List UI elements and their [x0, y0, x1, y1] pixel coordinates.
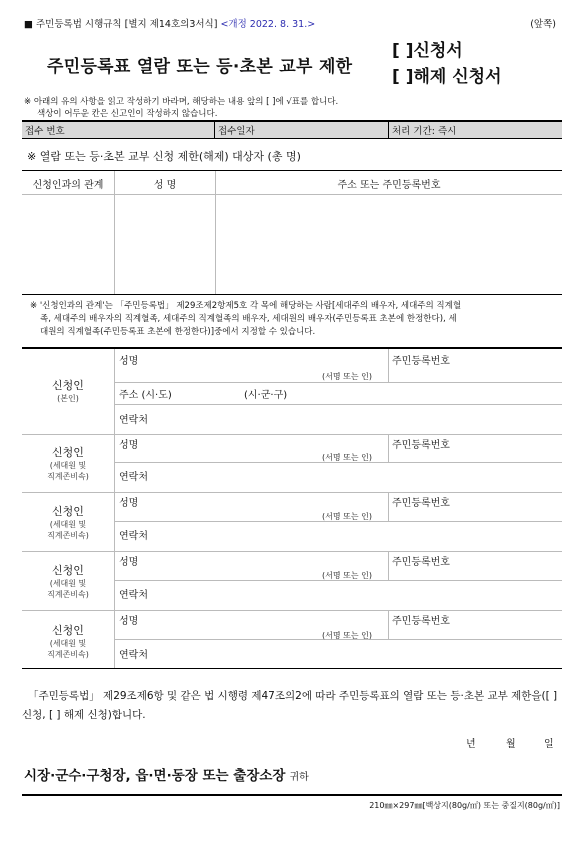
applicant-1-address-district: (시·군·구) [244, 390, 288, 401]
target-relation-field[interactable] [23, 195, 113, 293]
col-relation: 신청인과의 관계 [32, 180, 104, 191]
applicant-1-name-field[interactable] [140, 352, 320, 368]
date-year[interactable]: 년 [466, 739, 476, 750]
divider [114, 382, 562, 383]
applicant-1-contact-label: 연락처 [119, 415, 148, 426]
bottom-rule [22, 794, 562, 796]
declaration-text: 「주민등록법」 제29조제6항 및 같은 법 시행령 제47조의2에 따라 주민등록표의 열람 또는 등·초본 교부 제한을([ ]신청, [ ] 해제 신청)합니다. [22, 690, 558, 721]
applicant-3-signature[interactable]: (서명 또는 인) [322, 512, 372, 521]
applicant-4-type-1: (세대원 및 [49, 579, 87, 588]
divider [22, 170, 562, 171]
applicant-3-name-label: 성명 [119, 498, 139, 509]
relation-note [30, 300, 560, 339]
applicant-4-contact-label: 연락처 [119, 590, 148, 601]
applicant-4-name-label: 성명 [119, 557, 139, 568]
instructions [24, 96, 338, 120]
divider [22, 610, 562, 611]
page-side: (앞쪽) [530, 19, 556, 30]
col-address: 주소 또는 주민등록번호 [337, 180, 441, 191]
divider [22, 138, 562, 139]
divider [22, 492, 562, 493]
recipient-suffix: 귀하 [289, 772, 309, 783]
receipt-date-label: 접수일자 [218, 126, 255, 137]
recipient [24, 764, 309, 784]
option-application-checkbox[interactable]: [ ]신청서 [392, 41, 463, 61]
divider [388, 551, 389, 580]
top-rule [22, 120, 562, 122]
applicant-2-type-1: (세대원 및 [49, 461, 87, 470]
option-cancel-checkbox[interactable]: [ ]해제 신청서 [392, 67, 502, 87]
applicant-1-signature[interactable]: (서명 또는 인) [322, 372, 372, 381]
applicant-3-contact-label: 연락처 [119, 531, 148, 542]
applicant-3-label [22, 503, 114, 541]
applicant-4-title: 신청인 [52, 564, 84, 577]
relation-note-line-1: ※ '신청인과의 관계'는 「주민등록법」 제29조제2항제5호 각 목에 해당하는 사람[세대주의 배우자, 세대주의 직계혈 [30, 301, 462, 311]
applicant-5-name-label: 성명 [119, 616, 139, 627]
applicant-5-rrn-label: 주민등록번호 [392, 616, 450, 627]
target-heading: ※ 열람 또는 등·초본 교부 신청 제한(해제) 대상자 (총 명) [27, 150, 301, 163]
applicant-2-name-label: 성명 [119, 440, 139, 451]
law-reference: ■ 주민등록법 시행규칙 [별지 제14호의3서식] [24, 19, 218, 30]
divider [388, 349, 389, 382]
processing-period: 처리 기간: 즉시 [392, 126, 457, 137]
top-rule [22, 347, 562, 349]
relation-note-line-2: 족, 세대주의 배우자의 직계혈족, 세대주의 직계혈족의 배우자, 세대원의 배우자(주민등록표 초본에 한정한다), 세 [40, 314, 457, 324]
applicant-4-rrn-label: 주민등록번호 [392, 557, 450, 568]
revision-date: <개정 2022. 8. 31.> [220, 19, 316, 30]
applicant-5-title: 신청인 [52, 624, 84, 637]
applicant-1-title: 신청인 [52, 379, 84, 392]
divider [388, 492, 389, 521]
paper-spec: 210㎜×297㎜[백상지(80g/㎡) 또는 중질지(80g/㎡)] [369, 801, 560, 810]
applicant-5-signature[interactable]: (서명 또는 인) [322, 631, 372, 640]
applicant-1-label [22, 377, 114, 404]
divider [114, 349, 115, 669]
divider [114, 404, 562, 405]
receipt-number-label: 접수 번호 [25, 126, 65, 137]
applicant-1-type: (본인) [57, 394, 79, 403]
applicant-5-type-2: 직계존비속) [47, 650, 89, 659]
divider [22, 294, 562, 295]
instruction-line-2: 색상이 어두운 칸은 신고인이 작성하지 않습니다. [37, 109, 218, 119]
divider [214, 121, 215, 138]
form-title: 주민등록표 열람 또는 등·초본 교부 제한 [47, 57, 353, 77]
relation-note-line-3: 대원의 직계혈족(주민등록표 초본에 한정한다)]중에서 지정할 수 있습니다. [40, 327, 316, 337]
applicant-5-contact-label: 연락처 [119, 650, 148, 661]
divider [22, 434, 562, 435]
divider [388, 434, 389, 462]
date-day[interactable]: 일 [544, 739, 554, 750]
applicant-2-signature[interactable]: (서명 또는 인) [322, 453, 372, 462]
form-reference [24, 16, 315, 30]
applicant-4-signature[interactable]: (서명 또는 인) [322, 571, 372, 580]
applicant-3-title: 신청인 [52, 505, 84, 518]
divider [22, 551, 562, 552]
applicant-5-label [22, 622, 114, 660]
divider [388, 121, 389, 138]
instruction-line-1: ※ 아래의 유의 사항을 읽고 작성하기 바라며, 해당하는 내용 앞의 [ ]에 √표를 합니다. [24, 97, 339, 107]
applicant-2-title: 신청인 [52, 446, 84, 459]
applicant-2-label [22, 444, 114, 482]
recipient-title: 시장·군수·구청장, 읍·면·동장 또는 출장소장 [24, 768, 286, 784]
col-name: 성 명 [153, 180, 177, 191]
applicant-2-rrn-label: 주민등록번호 [392, 440, 450, 451]
applicant-2-contact-label: 연락처 [119, 472, 148, 483]
target-name-field[interactable] [115, 195, 214, 293]
applicant-1-name-label: 성명 [119, 356, 139, 367]
applicant-5-type-1: (세대원 및 [49, 639, 87, 648]
applicant-1-address-label: 주소 (시·도) [119, 390, 172, 401]
applicant-3-rrn-label: 주민등록번호 [392, 498, 450, 509]
receipt-row-background [22, 121, 562, 138]
applicant-2-type-2: 직계존비속) [47, 472, 89, 481]
form-type-options [392, 38, 502, 90]
target-address-field[interactable] [216, 195, 561, 293]
applicant-3-type-2: 직계존비속) [47, 531, 89, 540]
divider [388, 610, 389, 639]
applicant-1-rrn-label: 주민등록번호 [392, 356, 450, 367]
applicant-4-label [22, 562, 114, 600]
bottom-rule [22, 668, 562, 669]
date-month[interactable]: 월 [506, 739, 516, 750]
applicant-4-type-2: 직계존비속) [47, 590, 89, 599]
applicant-3-type-1: (세대원 및 [49, 520, 87, 529]
